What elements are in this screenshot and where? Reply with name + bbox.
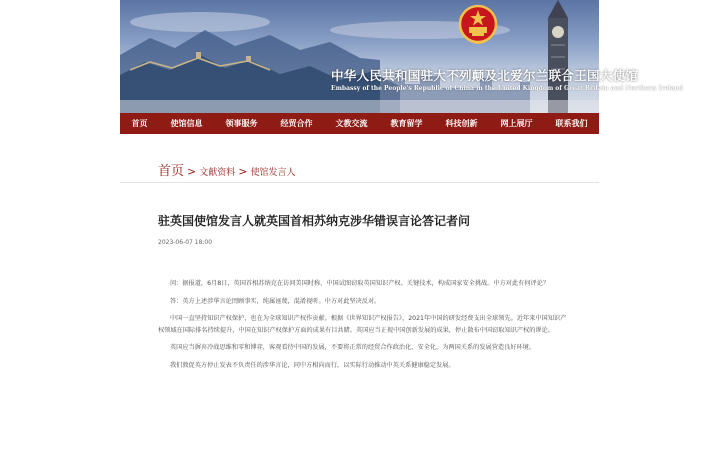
nav-item-online-gallery[interactable]: 网上展厅 <box>500 119 533 128</box>
nav-item-consular[interactable]: 领事服务 <box>225 119 258 128</box>
embassy-title-en: Embassy of the People's Republic of China in the United Kingdom of Great Britain and Northern Ireland <box>331 85 683 92</box>
article-body <box>158 278 570 377</box>
header-banner <box>120 0 683 113</box>
breadcrumb-documents[interactable]: 文献资料 <box>199 168 236 178</box>
nav-item-home[interactable]: 首页 <box>131 119 148 128</box>
nav-item-culture[interactable]: 文教交流 <box>335 119 368 128</box>
banner-scenery <box>120 0 599 113</box>
embassy-title-zh: 中华人民共和国驻大不列颠及北爱尔兰联合王国大使馆 <box>331 68 639 83</box>
nav-item-technology[interactable]: 科技创新 <box>445 119 478 128</box>
article-paragraph: 问：据报道，6月8日，英国首相苏纳克在访问美国时称，中国试图窃取英国知识产权、关键技术，构成国家安全挑战。中方对此有何评论？ <box>170 280 550 287</box>
breadcrumb-separator: > <box>238 165 248 178</box>
content-divider <box>120 182 599 183</box>
national-emblem-icon <box>458 4 498 48</box>
article-paragraph: 我们敦促英方停止发表不负责任的涉华言论，同中方相向而行，以实际行动推动中英关系健康稳定发展。 <box>170 361 455 369</box>
article-paragraph: 答：英方上述涉华言论罔顾事实，纯属诬蔑，混淆视听。中方对此坚决反对。 <box>170 297 381 305</box>
breadcrumb-home[interactable]: 首页 <box>158 164 185 179</box>
article-title: 驻英国使馆发言人就英国首相苏纳克涉华错误言论答记者问 <box>158 214 471 228</box>
article-paragraph: 中国一直坚持知识产权保护，也在为全球知识产权作贡献。根据《世界知识产权报告》，2021年中国的研发经费支出全球领先。近年来中国知识产权领域在国际排名持续提升，中国在知识产权保护方面的成果有目共睹。英国应当正视中国创新发展的成果，停止散布中国窃取知识产权的谬论。 <box>158 315 567 334</box>
article-paragraph: 英国应当摒弃冷战思维和零和博弈，客观看待中国的发展，不要将正常的经贸合作政治化、安全化，为两国关系的发展营造良好环境。 <box>170 344 536 351</box>
nav-item-trade[interactable]: 经贸合作 <box>280 119 313 128</box>
nav-item-education[interactable]: 教育留学 <box>390 119 423 128</box>
breadcrumb-separator: > <box>187 165 197 178</box>
nav-item-contact[interactable]: 联系我们 <box>555 119 588 128</box>
breadcrumb-spokesperson[interactable]: 使馆发言人 <box>250 168 296 178</box>
main-nav <box>120 113 599 134</box>
nav-item-embassy-info[interactable]: 使馆信息 <box>170 119 203 128</box>
breadcrumb <box>158 160 295 179</box>
article-date: 2023-06-07 18:00 <box>158 239 213 246</box>
